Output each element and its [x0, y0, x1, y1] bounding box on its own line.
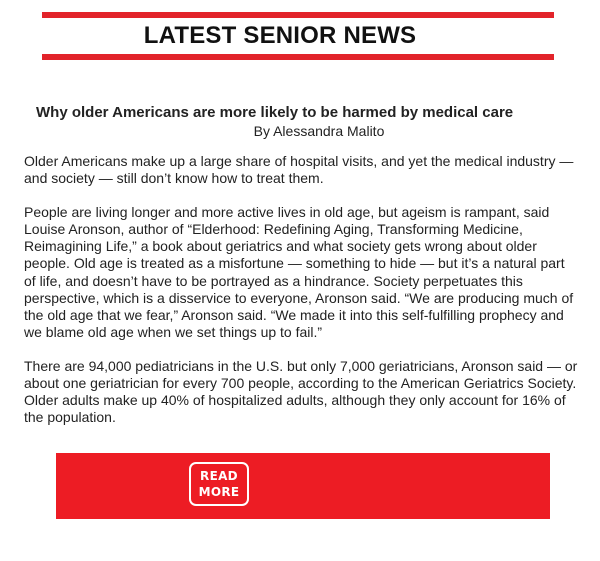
article-headline: Why older Americans are more likely to be harmed by medical care	[36, 104, 514, 121]
read-more-label-line1: READ	[200, 469, 238, 483]
banner-title: LATEST SENIOR NEWS	[143, 22, 417, 49]
article-body	[24, 153, 580, 443]
article-paragraph: People are living longer and more active lives in old age, but ageism is rampant, said Louise Aronson, author of “Elderhood: Redefining Aging, Transforming Medicine, Reimagining Life,” a book about geriatrics and what society gets wrong about older people. Old age is treated as a misfortune — something to hide — but it’s a natural part of life, and doesn’t have to be portrayed as a hindrance. Society perpetuates this perspective, which is a disservice to everyone, Aronson said. “We are producing much of the old age that we fear,” Aronson said. “We made it into this self-fulfilling prophecy and we blame old age when we set things up to fail.”	[24, 204, 574, 340]
banner-top-rule	[42, 12, 554, 18]
banner-bottom-rule	[42, 54, 554, 60]
article-byline: By Alessandra Malito	[253, 123, 385, 139]
article-paragraph: Older Americans make up a large share of hospital visits, and yet the medical industry — and society — still don’t know how to treat them.	[24, 153, 574, 187]
read-more-label-line2: MORE	[198, 485, 240, 499]
read-more-button[interactable]	[189, 462, 249, 506]
read-more-bar	[56, 453, 550, 519]
article-paragraph: There are 94,000 pediatricians in the U.S. but only 7,000 geriatricians, Aronson said — or about one geriatrician for every 700 people, according to the American Geriatrics Society. Older adults make up 40% of hospitalized adults, although they only account for 16% of the population.	[24, 357, 578, 426]
